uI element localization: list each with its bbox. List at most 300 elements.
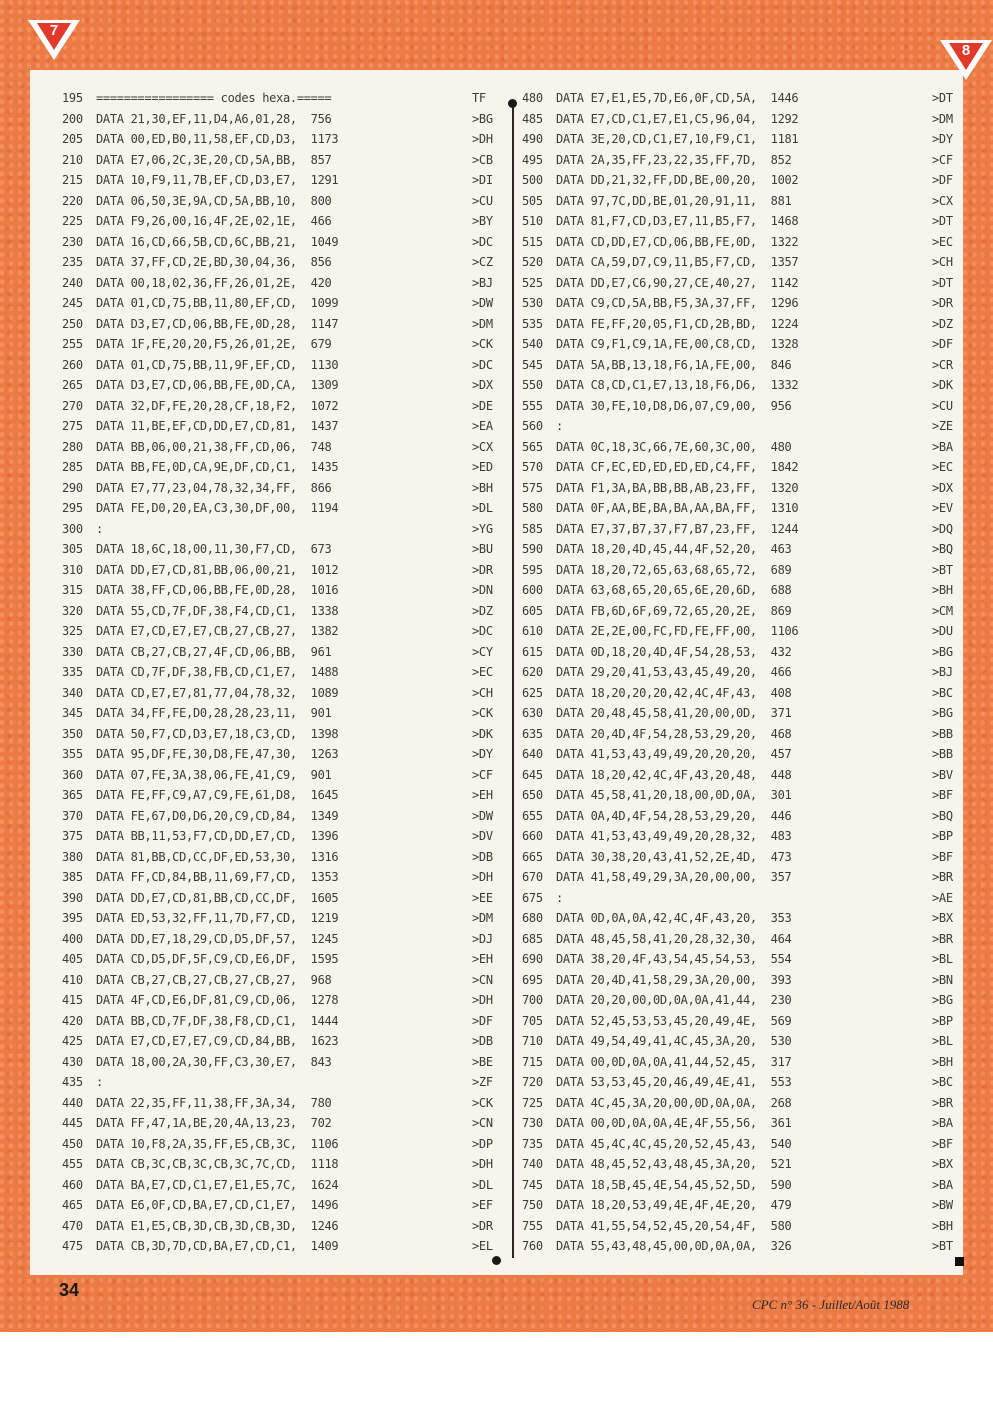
listing-line <box>62 416 502 437</box>
line-number: 510 <box>522 214 543 228</box>
listing-line <box>62 703 502 724</box>
line-checksum: >BB <box>932 726 953 741</box>
line-code: DATA E7,CD,E7,E7,C9,CD,84,BB, 1623 <box>96 1034 339 1048</box>
listing-line <box>522 355 957 376</box>
listing-line <box>522 990 957 1011</box>
listing-line <box>522 1216 957 1237</box>
line-number: 360 <box>62 767 83 782</box>
line-checksum: >DZ <box>472 603 493 618</box>
line-number: 435 <box>62 1075 83 1089</box>
line-checksum: >BJ <box>472 275 493 290</box>
line-code: DATA 18,20,42,4C,4F,43,20,48, 448 <box>556 767 792 782</box>
line-code: DATA E7,37,B7,37,F7,B7,23,FF, 1244 <box>556 521 799 536</box>
line-number: 625 <box>522 685 543 700</box>
line-code: DATA CD,7F,DF,38,FB,CD,C1,E7, 1488 <box>96 665 339 679</box>
line-code: DATA 20,48,45,58,41,20,00,0D, 371 <box>556 706 792 720</box>
line-checksum: >BT <box>932 1239 953 1253</box>
line-checksum: >DH <box>472 132 493 146</box>
line-code: DATA 18,00,2A,30,FF,C3,30,E7, 843 <box>96 1054 332 1069</box>
line-code: DATA ED,53,32,FF,11,7D,F7,CD, 1219 <box>96 911 339 925</box>
line-checksum: >BH <box>932 583 953 597</box>
line-checksum: >CX <box>932 193 953 208</box>
line-checksum: >DH <box>472 1157 493 1171</box>
listing-line <box>522 621 957 642</box>
listing-line <box>522 929 957 950</box>
line-number: 460 <box>62 1177 83 1192</box>
listing-line <box>522 826 957 847</box>
line-number: 685 <box>522 931 543 946</box>
line-code: DATA 00,0D,0A,0A,41,44,52,45, 317 <box>556 1054 792 1069</box>
line-code: DATA 63,68,65,20,65,6E,20,6D, 688 <box>556 583 792 597</box>
line-checksum: >BP <box>932 829 953 843</box>
listing-line <box>522 191 957 212</box>
listing-line <box>62 1154 502 1175</box>
line-code: DATA 00,0D,0A,0A,4E,4F,55,56, 361 <box>556 1116 792 1130</box>
line-number: 465 <box>62 1198 83 1212</box>
listing-line <box>62 908 502 929</box>
line-checksum: >BX <box>932 911 953 925</box>
listing-line <box>522 785 957 806</box>
line-code: DATA 97,7C,DD,BE,01,20,91,11, 881 <box>556 193 792 208</box>
line-checksum: TF <box>472 91 486 105</box>
listing-line <box>522 1236 957 1257</box>
line-number: 225 <box>62 214 83 228</box>
listing-line <box>522 1093 957 1114</box>
listing-line <box>522 806 957 827</box>
listing-line <box>522 1031 957 1052</box>
line-number: 440 <box>62 1095 83 1110</box>
listing-line <box>62 621 502 642</box>
line-code: DATA FF,CD,84,BB,11,69,F7,CD, 1353 <box>96 870 339 884</box>
line-checksum: >ZE <box>932 419 953 433</box>
listing-line <box>522 1113 957 1134</box>
line-checksum: >BG <box>932 706 953 720</box>
listing-line <box>522 416 957 437</box>
line-checksum: >DT <box>932 275 953 290</box>
line-code: DATA CB,3D,7D,CD,BA,E7,CD,C1, 1409 <box>96 1239 339 1253</box>
line-number: 370 <box>62 808 83 823</box>
line-code: DATA 45,58,41,20,18,00,0D,0A, 301 <box>556 788 792 802</box>
line-checksum: >CU <box>932 398 953 413</box>
listing-line <box>62 1216 502 1237</box>
line-checksum: >EE <box>472 890 493 905</box>
line-number: 315 <box>62 583 83 597</box>
line-checksum: >DP <box>472 1136 493 1151</box>
line-checksum: >BC <box>932 1075 953 1089</box>
listing-line <box>62 929 502 950</box>
listing-line <box>522 232 957 253</box>
line-code: DATA BB,CD,7F,DF,38,F8,CD,C1, 1444 <box>96 1013 339 1028</box>
listing-line <box>62 949 502 970</box>
listing-line <box>62 211 502 232</box>
line-code: DATA 01,CD,75,BB,11,80,EF,CD, 1099 <box>96 296 339 310</box>
line-code: DATA 06,50,3E,9A,CD,5A,BB,10, 800 <box>96 193 332 208</box>
line-number: 720 <box>522 1075 543 1089</box>
line-code: DATA BB,06,00,21,38,FF,CD,06, 748 <box>96 439 332 454</box>
line-number: 665 <box>522 849 543 864</box>
line-code: DATA 38,20,4F,43,54,45,54,53, 554 <box>556 952 792 966</box>
line-number: 320 <box>62 603 83 618</box>
line-number: 750 <box>522 1198 543 1212</box>
line-code: : <box>96 1075 103 1089</box>
line-number: 400 <box>62 931 83 946</box>
line-code: DATA DD,E7,CD,81,BB,CD,CC,DF, 1605 <box>96 890 339 905</box>
listing-line <box>522 129 957 150</box>
line-number: 405 <box>62 952 83 966</box>
footer-issue: CPC n° 36 - Juillet/Août 1988 <box>752 1297 910 1312</box>
line-number: 240 <box>62 275 83 290</box>
listing-line <box>62 1195 502 1216</box>
listing-line <box>522 867 957 888</box>
listing-line <box>62 867 502 888</box>
listing-line <box>62 1072 502 1093</box>
line-number: 590 <box>522 542 543 556</box>
line-checksum: >DY <box>472 747 493 761</box>
listing-line <box>62 1093 502 1114</box>
line-number: 640 <box>522 747 543 761</box>
line-code: DATA 41,55,54,52,45,20,54,4F, 580 <box>556 1218 792 1233</box>
line-number: 635 <box>522 726 543 741</box>
listing-line <box>522 847 957 868</box>
line-checksum: >EC <box>472 665 493 679</box>
listing-line <box>62 314 502 335</box>
listing-line <box>522 211 957 232</box>
line-checksum: >DX <box>472 378 493 392</box>
listing-line <box>62 642 502 663</box>
listing-line <box>522 498 957 519</box>
listing-line <box>522 1195 957 1216</box>
listing-line <box>522 683 957 704</box>
line-checksum: >DK <box>472 726 493 741</box>
line-checksum: >BF <box>932 788 953 802</box>
listing-line <box>62 539 502 560</box>
line-code: DATA 18,5B,45,4E,54,45,52,5D, 590 <box>556 1177 792 1192</box>
line-code: DATA 2E,2E,00,FC,FD,FE,FF,00, 1106 <box>556 624 799 638</box>
line-checksum: >DI <box>472 173 493 187</box>
listing-line <box>522 642 957 663</box>
line-number: 675 <box>522 890 543 905</box>
line-number: 365 <box>62 788 83 802</box>
line-checksum: >DW <box>472 808 493 823</box>
line-code: DATA DD,E7,CD,81,BB,06,00,21, 1012 <box>96 562 339 577</box>
line-number: 735 <box>522 1136 543 1151</box>
line-number: 415 <box>62 993 83 1007</box>
line-code: DATA 00,ED,B0,11,58,EF,CD,D3, 1173 <box>96 132 339 146</box>
line-code: DATA 30,38,20,43,41,52,2E,4D, 473 <box>556 849 792 864</box>
line-code: DATA 0D,18,20,4D,4F,54,28,53, 432 <box>556 644 792 659</box>
line-checksum: >CF <box>472 767 493 782</box>
line-checksum: >BX <box>932 1157 953 1171</box>
line-number: 250 <box>62 316 83 331</box>
listing-line <box>62 293 502 314</box>
line-code: DATA FE,FF,C9,A7,C9,FE,61,D8, 1645 <box>96 788 339 802</box>
line-number: 430 <box>62 1054 83 1069</box>
line-checksum: >DM <box>472 911 493 925</box>
line-checksum: >BA <box>932 439 953 454</box>
line-number: 380 <box>62 849 83 864</box>
listing-line <box>62 888 502 909</box>
line-code: DATA DD,E7,18,29,CD,D5,DF,57, 1245 <box>96 931 339 946</box>
line-checksum: >CN <box>472 972 493 987</box>
line-number: 285 <box>62 460 83 474</box>
line-number: 655 <box>522 808 543 823</box>
line-number: 335 <box>62 665 83 679</box>
line-checksum: >CU <box>472 193 493 208</box>
line-code: DATA 0A,4D,4F,54,28,53,29,20, 446 <box>556 808 792 823</box>
line-checksum: >CB <box>472 152 493 167</box>
divider-dot-bottom <box>492 1256 501 1265</box>
line-code: DATA 38,FF,CD,06,BB,FE,0D,28, 1016 <box>96 583 339 597</box>
line-code: DATA BA,E7,CD,C1,E7,E1,E5,7C, 1624 <box>96 1177 339 1192</box>
listing-line <box>62 109 502 130</box>
line-number: 410 <box>62 972 83 987</box>
listing-line <box>522 273 957 294</box>
line-number: 425 <box>62 1034 83 1048</box>
line-code: DATA E1,E5,CB,3D,CB,3D,CB,3D, 1246 <box>96 1218 339 1233</box>
line-number: 325 <box>62 624 83 638</box>
line-code: DATA 1F,FE,20,20,F5,26,01,2E, 679 <box>96 337 332 351</box>
line-code: DATA 10,F9,11,7B,EF,CD,D3,E7, 1291 <box>96 173 339 187</box>
line-number: 375 <box>62 829 83 843</box>
line-number: 530 <box>522 296 543 310</box>
listing-line <box>522 252 957 273</box>
line-code: DATA 41,53,43,49,49,20,20,20, 457 <box>556 747 792 761</box>
line-number: 310 <box>62 562 83 577</box>
line-number: 235 <box>62 255 83 269</box>
line-checksum: >DC <box>472 624 493 638</box>
listing-line <box>62 355 502 376</box>
page-badge-left <box>28 20 80 60</box>
line-code: DATA 0D,0A,0A,42,4C,4F,43,20, 353 <box>556 911 792 925</box>
line-number: 550 <box>522 378 543 392</box>
line-number: 455 <box>62 1157 83 1171</box>
line-number: 755 <box>522 1218 543 1233</box>
listing-line <box>62 232 502 253</box>
listing-line <box>522 949 957 970</box>
listing-line <box>62 1011 502 1032</box>
line-checksum: >DT <box>932 91 953 105</box>
line-code: DATA 20,20,00,0D,0A,0A,41,44, 230 <box>556 993 792 1007</box>
line-code: DATA FE,D0,20,EA,C3,30,DF,00, 1194 <box>96 501 339 515</box>
line-checksum: >DT <box>932 214 953 228</box>
line-checksum: >ZF <box>472 1075 493 1089</box>
line-number: 690 <box>522 952 543 966</box>
listing-line <box>522 334 957 355</box>
listing-line <box>522 1154 957 1175</box>
listing-line <box>62 150 502 171</box>
line-number: 500 <box>522 173 543 187</box>
line-code: DATA 18,20,72,65,63,68,65,72, 689 <box>556 562 792 577</box>
line-code: DATA 30,FE,10,D8,D6,07,C9,00, 956 <box>556 398 792 413</box>
line-code: DATA CB,27,CB,27,4F,CD,06,BB, 961 <box>96 644 332 659</box>
line-checksum: >DU <box>932 624 953 638</box>
line-checksum: >CN <box>472 1116 493 1130</box>
line-checksum: >DW <box>472 296 493 310</box>
line-code: DATA CB,27,CB,27,CB,27,CB,27, 968 <box>96 972 332 987</box>
listing-line <box>522 765 957 786</box>
line-code: DATA 18,20,53,49,4E,4F,4E,20, 479 <box>556 1198 792 1212</box>
line-code: DATA CA,59,D7,C9,11,B5,F7,CD, 1357 <box>556 255 799 269</box>
listing-line <box>62 970 502 991</box>
line-code: DATA E6,0F,CD,BA,E7,CD,C1,E7, 1496 <box>96 1198 339 1212</box>
line-number: 245 <box>62 296 83 310</box>
listing-line <box>62 662 502 683</box>
line-checksum: >EF <box>472 1198 493 1212</box>
page-badge-right-label: 8 <box>961 42 971 59</box>
line-number: 580 <box>522 501 543 515</box>
line-checksum: >BA <box>932 1116 953 1130</box>
line-code: DATA 10,F8,2A,35,FF,E5,CB,3C, 1106 <box>96 1136 339 1151</box>
line-number: 420 <box>62 1013 83 1028</box>
line-code: DATA 48,45,58,41,20,28,32,30, 464 <box>556 931 792 946</box>
line-number: 290 <box>62 480 83 495</box>
line-checksum: >BU <box>472 542 493 556</box>
line-checksum: >BW <box>932 1198 953 1212</box>
listing-line <box>522 478 957 499</box>
line-number: 485 <box>522 111 543 126</box>
line-number: 565 <box>522 439 543 454</box>
line-code: DATA 3E,20,CD,C1,E7,10,F9,C1, 1181 <box>556 132 799 146</box>
line-checksum: >DM <box>932 111 953 126</box>
listing-line <box>522 724 957 745</box>
line-number: 630 <box>522 706 543 720</box>
line-number: 645 <box>522 767 543 782</box>
line-number: 710 <box>522 1034 543 1048</box>
page-number: 34 <box>59 1280 80 1300</box>
listing-line <box>62 457 502 478</box>
line-number: 595 <box>522 562 543 577</box>
line-number: 280 <box>62 439 83 454</box>
line-checksum: >BG <box>472 111 493 126</box>
line-checksum: >BL <box>932 952 953 966</box>
listing-line <box>522 396 957 417</box>
line-checksum: >DF <box>472 1013 493 1028</box>
listing-line <box>522 560 957 581</box>
line-code: DATA DD,E7,C6,90,27,CE,40,27, 1142 <box>556 275 799 290</box>
line-code: DATA C9,CD,5A,BB,F5,3A,37,FF, 1296 <box>556 296 799 310</box>
line-checksum: >BV <box>932 767 953 782</box>
line-checksum: >DL <box>472 1177 493 1192</box>
line-checksum: >DR <box>472 1218 493 1233</box>
listing-line <box>62 785 502 806</box>
line-code: DATA C8,CD,C1,E7,13,18,F6,D6, 1332 <box>556 378 799 392</box>
line-number: 505 <box>522 193 543 208</box>
line-code: DATA 21,30,EF,11,D4,A6,01,28, 756 <box>96 111 332 126</box>
line-code: DATA 18,6C,18,00,11,30,F7,CD, 673 <box>96 542 332 556</box>
line-checksum: >BR <box>932 1095 953 1110</box>
line-checksum: >BT <box>932 562 953 577</box>
listing-line <box>62 252 502 273</box>
line-checksum: >BA <box>932 1177 953 1192</box>
line-number: 660 <box>522 829 543 843</box>
line-code: DATA D3,E7,CD,06,BB,FE,0D,28, 1147 <box>96 316 339 331</box>
line-checksum: >BL <box>932 1034 953 1048</box>
line-checksum: >BH <box>932 1054 953 1069</box>
line-code: DATA 32,DF,FE,20,28,CF,18,F2, 1072 <box>96 398 339 413</box>
listing-line <box>62 88 502 109</box>
listing-line <box>62 1052 502 1073</box>
line-number: 515 <box>522 234 543 249</box>
line-number: 760 <box>522 1239 543 1253</box>
line-code: DATA 0F,AA,BE,BA,BA,AA,BA,FF, 1310 <box>556 501 799 515</box>
line-number: 740 <box>522 1157 543 1171</box>
line-number: 345 <box>62 706 83 720</box>
line-code: DATA 07,FE,3A,38,06,FE,41,C9, 901 <box>96 767 332 782</box>
line-number: 350 <box>62 726 83 741</box>
line-checksum: >DB <box>472 849 493 864</box>
line-number: 600 <box>522 583 543 597</box>
line-checksum: >CM <box>932 603 953 618</box>
line-code: DATA 18,20,20,20,42,4C,4F,43, 408 <box>556 685 792 700</box>
line-number: 305 <box>62 542 83 556</box>
line-code: DATA 29,20,41,53,43,45,49,20, 466 <box>556 665 792 679</box>
listing-line <box>62 334 502 355</box>
line-checksum: >CF <box>932 152 953 167</box>
listing-line <box>522 970 957 991</box>
listing-line <box>62 1031 502 1052</box>
line-number: 490 <box>522 132 543 146</box>
listing-line <box>522 457 957 478</box>
line-code: DATA 00,18,02,36,FF,26,01,2E, 420 <box>96 275 332 290</box>
line-number: 265 <box>62 378 83 392</box>
page-badge-right <box>940 40 992 80</box>
line-number: 680 <box>522 911 543 925</box>
line-number: 715 <box>522 1054 543 1069</box>
line-checksum: >DQ <box>932 521 953 536</box>
line-code: DATA E7,E1,E5,7D,E6,0F,CD,5A, 1446 <box>556 91 799 105</box>
line-code: DATA 37,FF,CD,2E,BD,30,04,36, 856 <box>96 255 332 269</box>
line-code: DATA 34,FF,FE,D0,28,28,23,11, 901 <box>96 706 332 720</box>
line-number: 230 <box>62 234 83 249</box>
line-number: 470 <box>62 1218 83 1233</box>
line-number: 275 <box>62 419 83 433</box>
listing-line <box>62 744 502 765</box>
line-number: 535 <box>522 316 543 331</box>
line-number: 205 <box>62 132 83 146</box>
line-checksum: >EV <box>932 501 953 515</box>
listing-line <box>522 662 957 683</box>
line-code: DATA 55,43,48,45,00,0D,0A,0A, 326 <box>556 1239 792 1253</box>
listing-line <box>522 908 957 929</box>
listing-line <box>522 539 957 560</box>
listing-line <box>62 601 502 622</box>
listing-line <box>522 1134 957 1155</box>
line-code: DATA FB,6D,6F,69,72,65,20,2E, 869 <box>556 603 792 618</box>
line-number: 475 <box>62 1239 83 1253</box>
line-checksum: >CR <box>932 357 953 372</box>
line-number: 695 <box>522 972 543 987</box>
line-number: 450 <box>62 1136 83 1151</box>
line-checksum: >AE <box>932 890 953 905</box>
listing-line <box>62 826 502 847</box>
listing-line <box>62 847 502 868</box>
line-checksum: >CX <box>472 439 493 454</box>
line-checksum: >BQ <box>932 542 953 556</box>
line-checksum: >DF <box>932 337 953 351</box>
listing-line <box>522 601 957 622</box>
line-number: 260 <box>62 357 83 372</box>
line-checksum: >DL <box>472 501 493 515</box>
line-number: 620 <box>522 665 543 679</box>
listing-line <box>522 375 957 396</box>
line-number: 215 <box>62 173 83 187</box>
line-code: DATA 81,F7,CD,D3,E7,11,B5,F7, 1468 <box>556 214 799 228</box>
line-code: DATA 48,45,52,43,48,45,3A,20, 521 <box>556 1157 792 1171</box>
line-number: 355 <box>62 747 83 761</box>
line-checksum: >EH <box>472 952 493 966</box>
listing-column-right <box>522 88 957 1257</box>
line-number: 525 <box>522 275 543 290</box>
